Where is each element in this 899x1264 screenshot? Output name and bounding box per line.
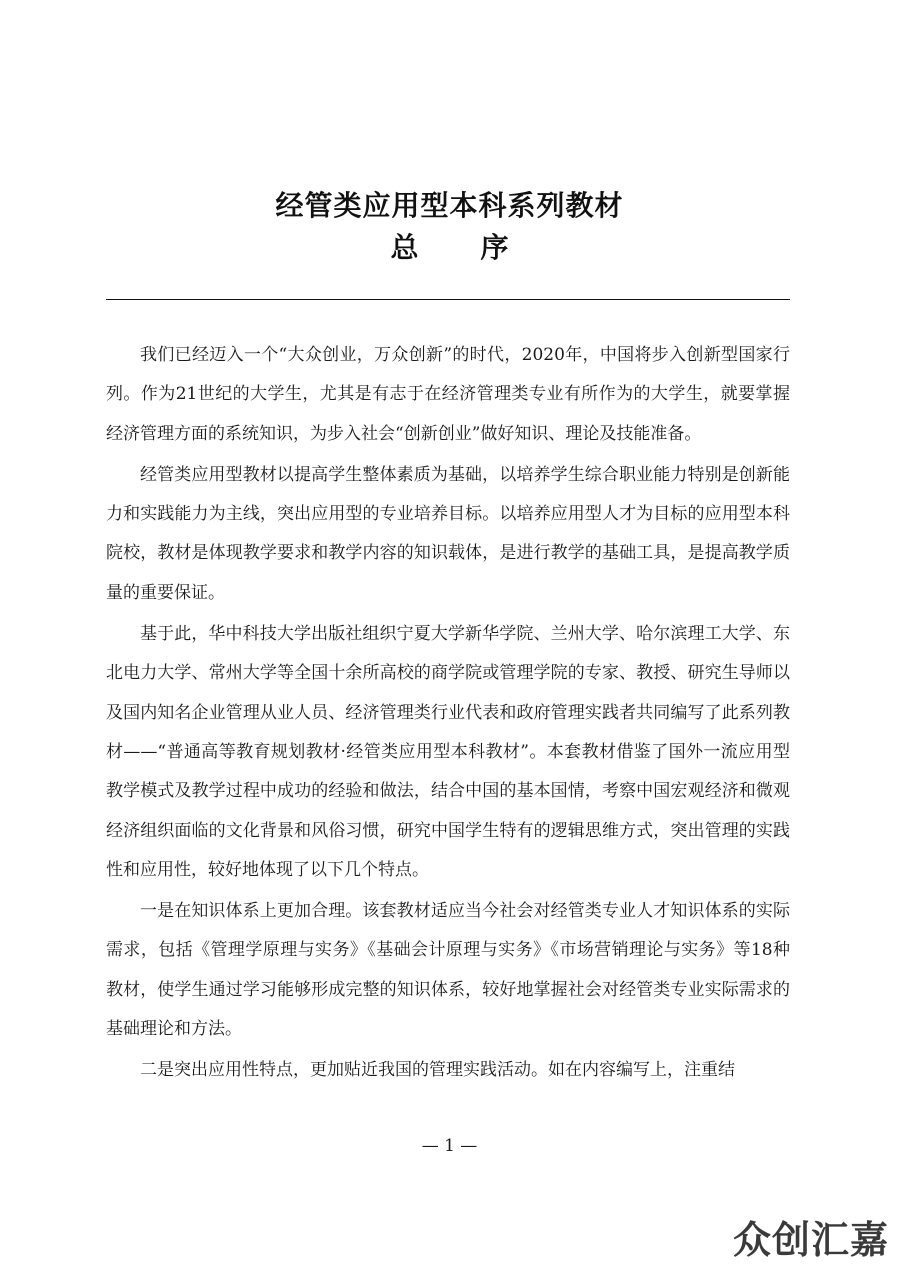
book-series-title: 经管类应用型本科系列教材 — [275, 189, 624, 222]
section-title-part-2: 序 — [480, 231, 509, 264]
page-number: — 1 — — [421, 1136, 478, 1156]
paragraph: 经管类应用型教材以提高学生整体素质为基础，以培养学生综合职业能力特别是创新能力和实践能力为主线，突出应用型的专业培养目标。以培养应用型人才为目标的应用型本科院校，教材是体现教学要求和教学内容的知识载体，是进行教学的基础工具，是提高教学质量的重要保证。 — [106, 464, 790, 603]
publisher-watermark: 众创汇嘉 — [732, 1218, 889, 1262]
paragraph: 我们已经迈入一个“大众创业，万众创新”的时代，2020年，中国将步入创新型国家行列。作为21世纪的大学生，尤其是有志于在经济管理类专业有所作为的大学生，就要掌握经济管理方面的系统知识，为步入社会“创新创业”做好知识、理论及技能准备。 — [106, 345, 790, 444]
preface-body — [106, 336, 790, 1093]
section-title — [0, 226, 899, 266]
title-divider — [106, 299, 790, 300]
paragraph: 二是突出应用性特点，更加贴近我国的管理实践活动。如在内容编写上，注重结 — [140, 1060, 735, 1081]
paragraph: 基于此，华中科技大学出版社组织宁夏大学新华学院、兰州大学、哈尔滨理工大学、东北电力大学、常州大学等全国十余所高校的商学院或管理学院的专家、教授、研究生导师以及国内知名企业管理从业人员、经济管理类行业代表和政府管理实践者共同编写了此系列教材——“普通高等教育规划教材·经管类应用型本科教材”。本套教材借鉴了国外一流应用型教学模式及教学过程中成功的经验和做法，结合中国的基本国情，考察中国宏观经济和微观经济组织面临的文化背景和风俗习惯，研究中国学生特有的逻辑思维方式，突出管理的实践性和应用性，较好地体现了以下几个特点。 — [106, 624, 790, 880]
section-title-part-1: 总 — [390, 231, 419, 264]
paragraph: 一是在知识体系上更加合理。该套教材适应当今社会对经管类专业人才知识体系的实际需求，包括《管理学原理与实务》《基础会计原理与实务》《市场营销理论与实务》等18种教材，使学生通过学习能够形成完整的知识体系，较好地掌握社会对经管类专业实际需求的基础理论和方法。 — [106, 901, 790, 1040]
